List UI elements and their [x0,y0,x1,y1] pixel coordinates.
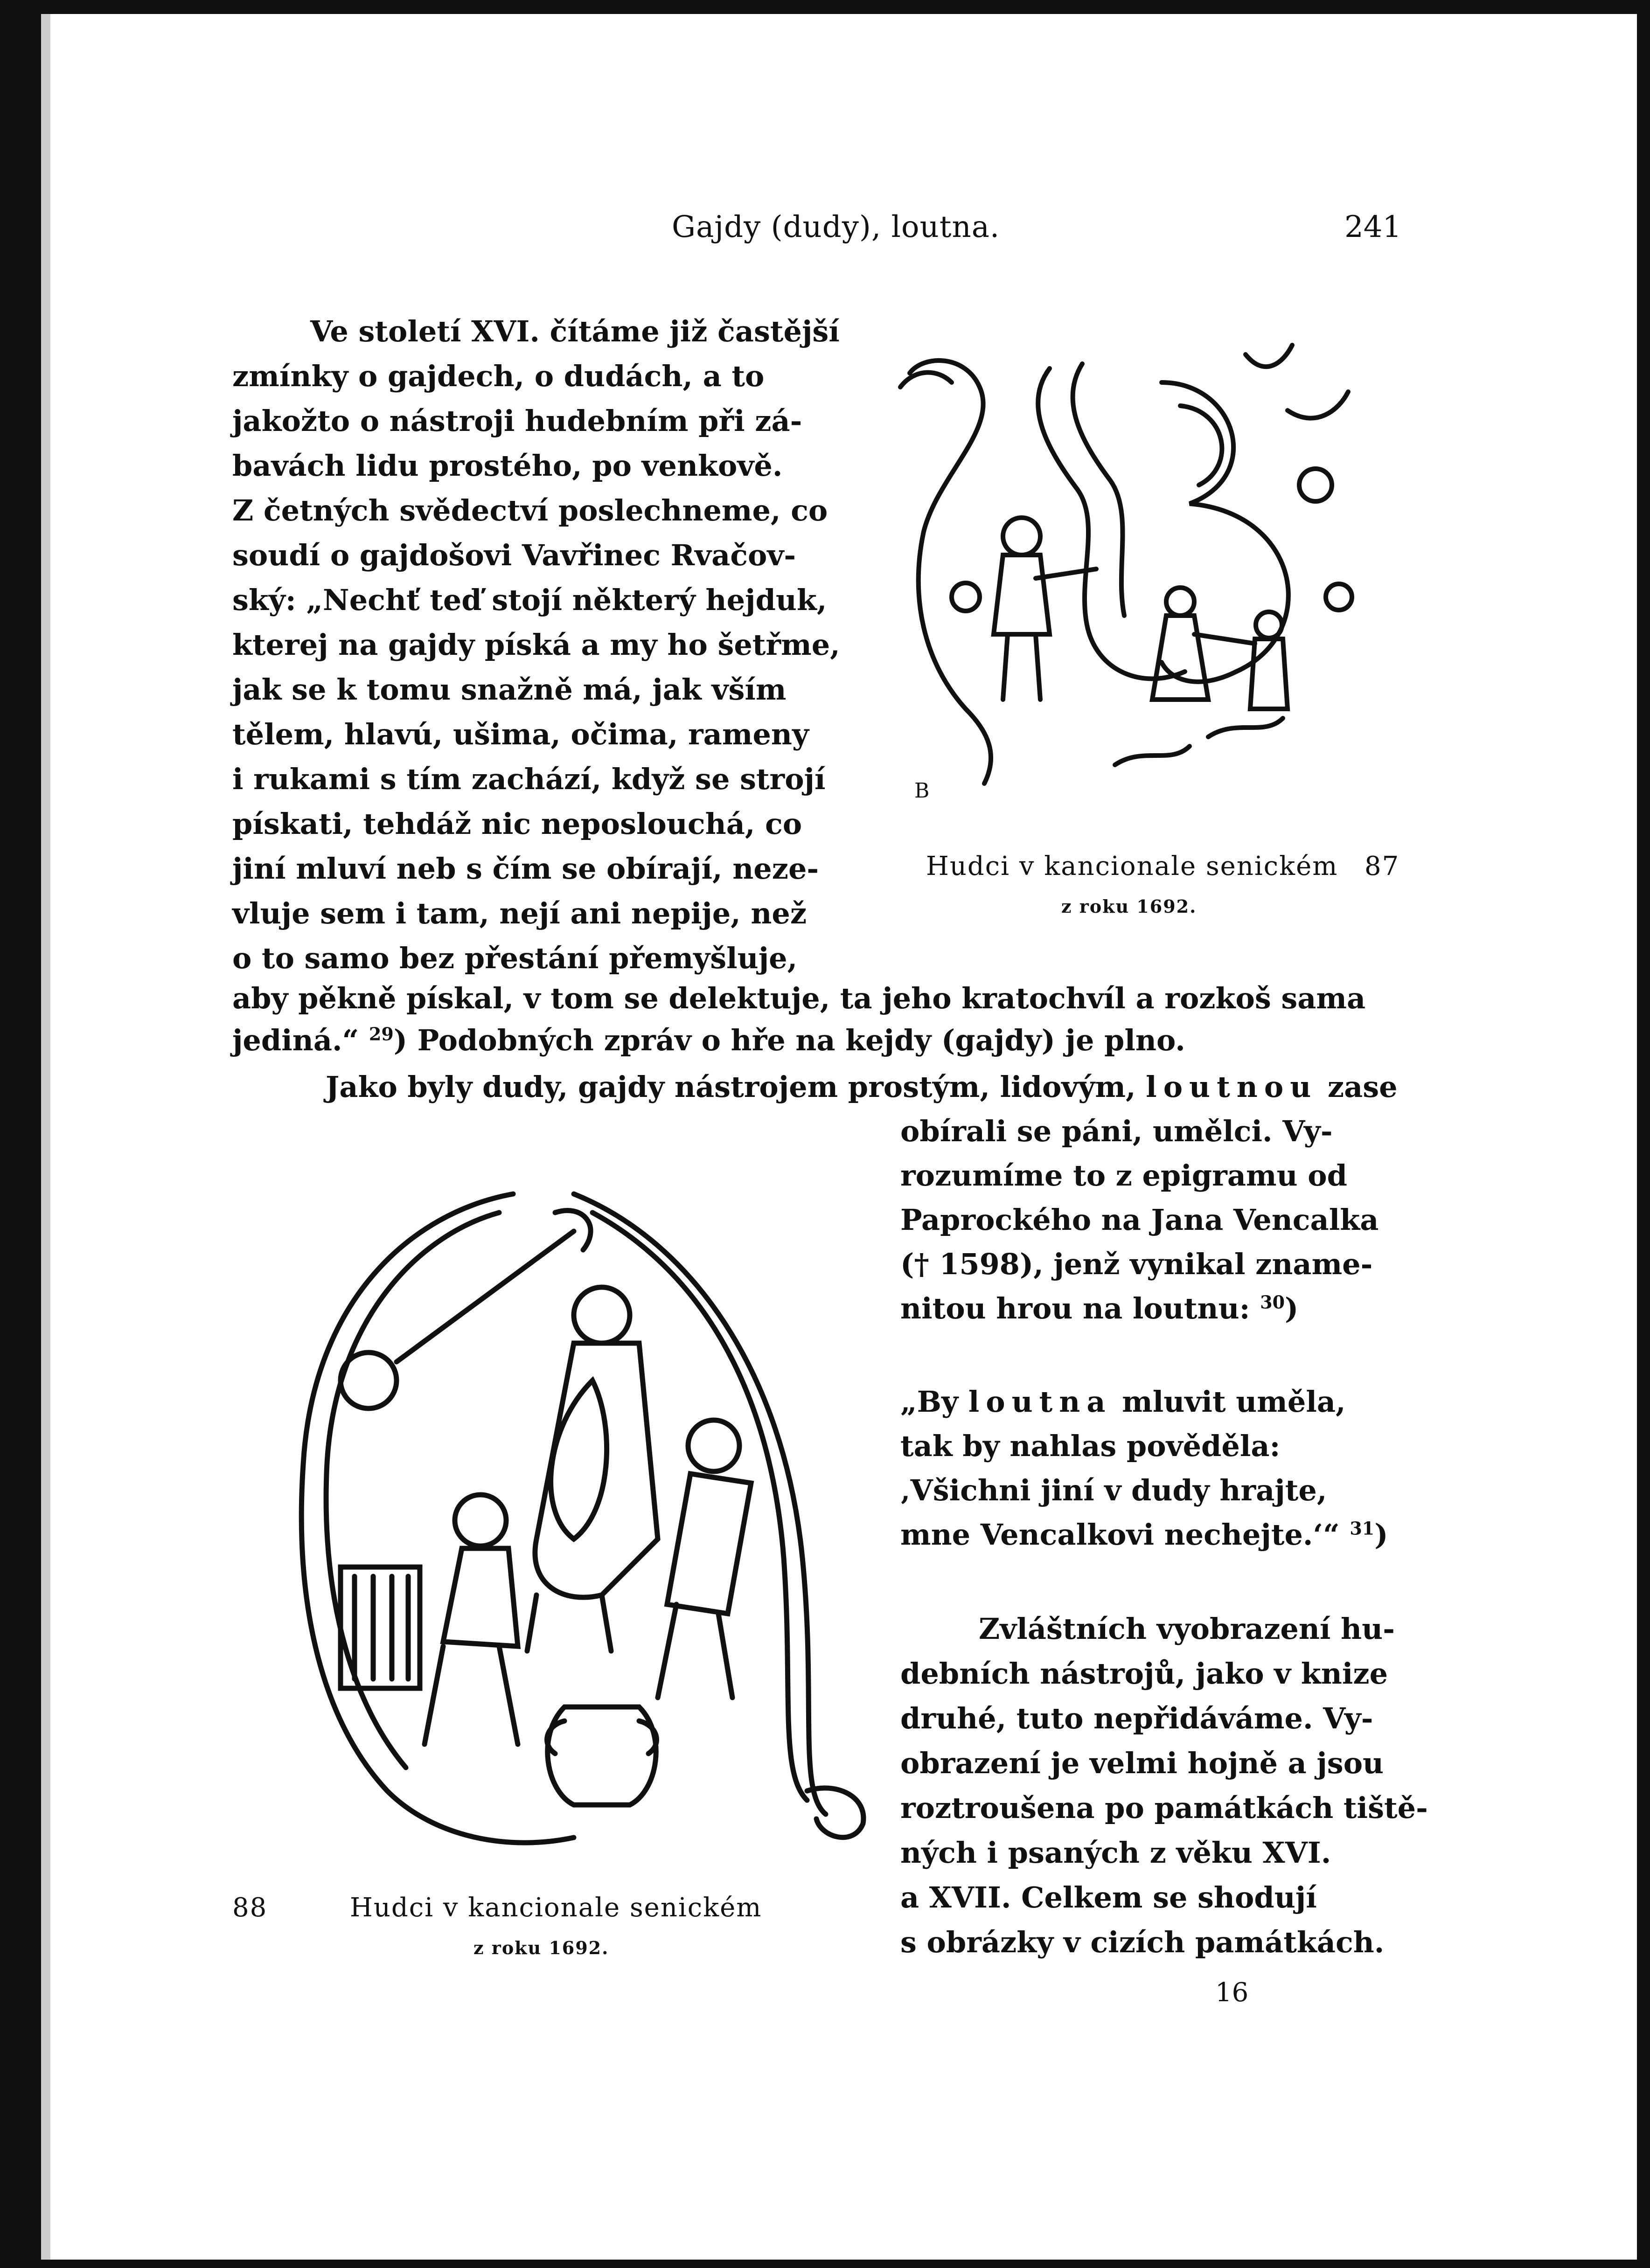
scan-edge-right [1637,0,1650,2268]
lute [551,1380,607,1539]
text-line: soudí o gajdošovi Vavřinec Rvačov- [232,538,796,572]
text-line: druhé, tuto nepřidáváme. Vy- [900,1701,1373,1735]
text-line: s obrázky v cizích památkách. [900,1925,1385,1959]
spaced-word: loutnou [1146,1070,1318,1104]
text-line: Z četných svědectví poslechneme, co [232,493,828,527]
text-line: ných i psaných z věku XVI. [900,1836,1331,1870]
musician-head [1003,518,1040,555]
text-fragment: ) [1374,1518,1388,1552]
figure-87-number: 87 [1365,851,1400,881]
ornament-leaf [1115,746,1190,765]
text-line: ský: „Nechť teď stojí některý hejduk, [232,583,827,617]
poem-line [900,1385,1346,1419]
text-fragment: ) Podobných zpráv o hře na kejdy (gajdy) je plno. [393,1023,1185,1057]
figure-88-number: 88 [232,1893,268,1923]
ornament-flower [1299,469,1332,501]
figure-87-caption: Hudci v kancionale senickém [926,851,1338,881]
text-line: roztroušena po památkách tiště- [900,1791,1428,1825]
scan-edge-left-shadow [41,0,50,2268]
dancer-head [1256,612,1282,638]
stool [425,1646,518,1744]
ornamental-s-band [1073,364,1124,616]
ornament-leaf [1246,345,1292,367]
vase-handle [547,1721,657,1754]
text-fragment: jediná.“ [232,1023,359,1057]
text-fragment: mluvit uměla, [1122,1385,1346,1419]
spaced-word: loutna [968,1385,1112,1419]
text-fragment: nitou hrou na loutnu: [900,1291,1250,1325]
harpist-body [667,1474,751,1614]
scan-edge-top [0,0,1650,14]
text-line: jakožto o nástroji hudebním při zá- [232,404,802,438]
organ-pipes [355,1576,408,1679]
text-line: bavách lidu prostého, po venkově. [232,449,783,483]
text-line: kterej na gajdy píská a my ho šetřme, [232,628,840,662]
running-header-title: Gajdy (dudy), loutna. [672,210,1000,244]
figure-88-subcaption: z roku 1692. [473,1937,609,1958]
text-line: obírali se páni, umělci. Vy- [900,1114,1333,1148]
arch-left-horn-inner [326,1213,499,1768]
poem-line [900,1518,1388,1552]
ornament-flower [1326,584,1352,610]
text-line [900,1291,1299,1325]
text-line: obrazení je velmi hojně a jsou [900,1746,1384,1780]
trumpeter-head [341,1352,397,1408]
text-line [326,1070,1398,1104]
lutenist-head [574,1287,630,1343]
figure-87-subcaption: z roku 1692. [1061,896,1197,917]
ornamental-swan-neck [910,361,991,784]
footnote-ref-31: 31 [1350,1518,1375,1539]
figure-88-illustration [247,1185,886,1861]
organist-head [455,1495,506,1546]
dancer-head [1166,588,1194,616]
musician-feet [527,1595,611,1651]
harpist-legs [658,1604,732,1698]
dancer-dress [1152,616,1208,700]
text-line: jiní mluví neb s čím se obírají, neze- [232,852,819,886]
text-line: Ve století XVI. čítáme již častější [310,314,840,348]
musician-legs [1003,634,1040,700]
scan-edge-left [0,0,41,2268]
text-line: o to samo bez přestání přemyšluje, [232,941,798,975]
ornament-leaf [1288,392,1348,418]
musician-body [994,555,1050,634]
text-fragment: Jako byly dudy, gajdy nástrojem prostým, lidovým, [326,1070,1136,1104]
artist-signature: B [914,779,930,803]
text-line: tělem, hlavú, ušima, očima, rameny [232,717,809,751]
ornament-flower [952,583,980,611]
signature-mark: 16 [1215,1977,1249,2008]
text-fragment: ) [1285,1291,1299,1325]
text-line [232,1023,1185,1057]
text-line: aby pěkně pískal, v tom se delektuje, ta jeho kratochvíl a rozkoš sama [232,981,1366,1015]
text-line: († 1598), jenž vynikal zname- [900,1247,1373,1281]
text-line: Paprockého na Jana Vencalka [900,1203,1379,1237]
text-line: pískati, tehdáž nic neposlouchá, co [232,807,802,841]
organist-body [443,1548,518,1646]
arch-left-horn [301,1194,574,1843]
harpist-head [688,1420,739,1471]
text-fragment: mne Vencalkovi nechejte.‘“ [900,1518,1340,1552]
footnote-ref-29: 29 [369,1023,394,1045]
scan-edge-bottom [0,2260,1650,2268]
poem-line: tak by nahlas pověděla: [900,1429,1281,1463]
text-line: rozumíme to z epigramu od [900,1158,1347,1193]
holding-hands [1194,634,1255,644]
text-line: i rukami s tím zachází, když se strojí [232,762,826,796]
footnote-ref-30: 30 [1260,1291,1285,1313]
ornamental-large-b-inner [1180,406,1222,485]
text-line: vluje sem i tam, nejí ani nepije, než [232,896,807,930]
page-number: 241 [1344,210,1402,244]
text-fragment: „By [900,1385,959,1419]
text-line: zmínky o gajdech, o dudách, a to [232,359,765,393]
ornament-leaf [1208,718,1283,737]
text-line: Zvláštních vyobrazení hu- [979,1612,1395,1646]
figure-87-illustration [882,336,1395,830]
poem-line: ‚Všichni jiní v dudy hrajte, [900,1473,1327,1507]
text-line: a XVII. Celkem se shodují [900,1880,1317,1914]
figure-88-caption: Hudci v kancionale senickém [350,1893,762,1923]
text-line: debních nástrojů, jako v knize [900,1657,1388,1691]
text-fragment: zase [1327,1070,1398,1104]
text-line: jak se k tomu snažně má, jak vším [232,673,787,707]
